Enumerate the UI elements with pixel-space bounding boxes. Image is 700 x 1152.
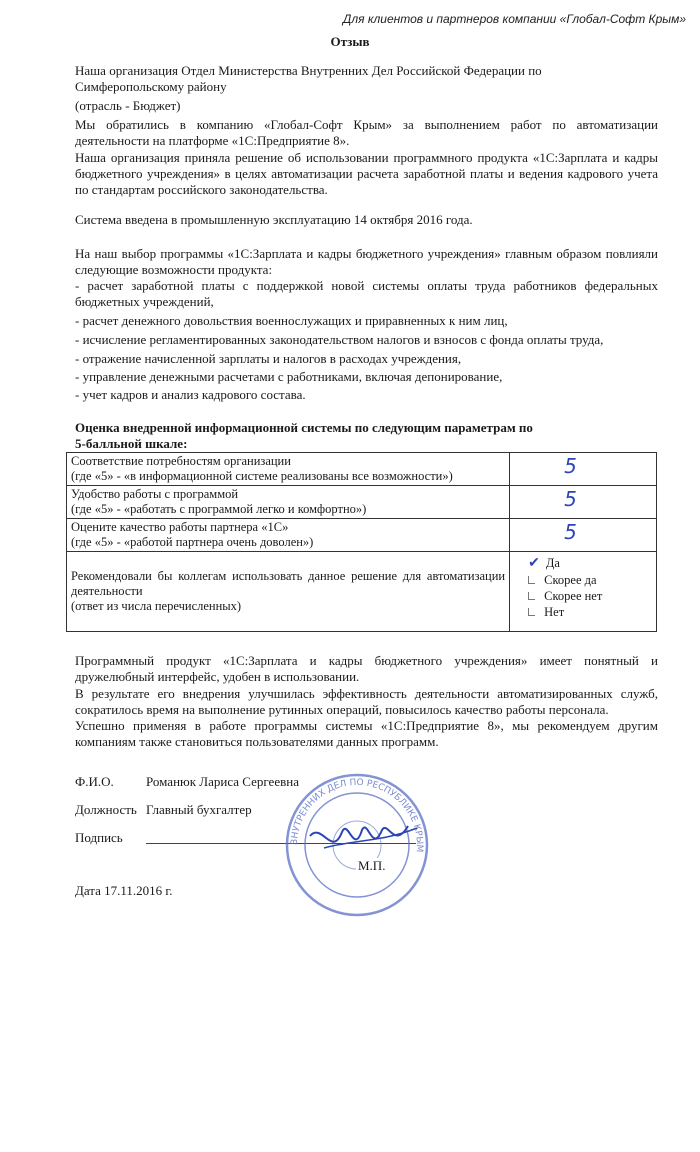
evaluation-row <box>67 453 657 486</box>
evaluation-heading: Оценка внедренной информационной системы по следующим параметрам по <box>75 420 533 435</box>
paragraph-recommend: Успешно применяя в работе программы системы «1С:Предприятие 8», мы рекомендуем другим компаниям также становиться пользователями данных программ. <box>75 718 658 749</box>
org-line-1: Наша организация Отдел Министерства Внутренних Дел Российской Федерации по <box>75 63 542 78</box>
stamp-place-label: М.П. <box>358 858 386 873</box>
score-cell[interactable] <box>510 519 657 552</box>
option-yes[interactable] <box>528 555 656 572</box>
option-rather-yes[interactable] <box>528 572 656 588</box>
feature-item: - отражение начисленной зарплаты и налогов в расходах учреждения, <box>75 351 462 366</box>
evaluation-heading-2: 5-балльной шкале: <box>75 436 188 451</box>
name-value: Романюк Лариса Сергеевна <box>146 774 299 789</box>
feature-item: - учет кадров и анализ кадрового состава. <box>75 387 306 402</box>
feature-item: - исчисление регламентированных законодательством налогов и взносов с фонда оплаты труда, <box>75 332 604 347</box>
paragraph-decision: Наша организация приняла решение об использовании программного продукта «1С:Зарплата и кадры бюджетного учреждения» в целях автоматизации расчета заработной платы и ведения кадрового учета по стандартам российского законодательства. <box>75 150 658 197</box>
paragraph-result: В результате его внедрения улучшилась эффективность деятельности автоматизированных служб, сократилось время на выполнение рутинных операций, повысилось качество работы персонала. <box>75 686 658 717</box>
question-hint: (где «5» - «в информационной системе реализованы все возможности») <box>71 469 453 483</box>
org-line-2: Симферопольскому району <box>75 79 227 94</box>
checkmark-icon: ✔ <box>528 556 540 571</box>
paragraph-contact: Мы обратились в компанию «Глобал-Софт Крым» за выполнением работ по автоматизации деятельности на платформе «1С:Предприятие 8». <box>75 117 658 148</box>
evaluation-question <box>67 519 510 552</box>
evaluation-row <box>67 486 657 519</box>
paragraph-choice: На наш выбор программы «1С:Зарплата и кадры бюджетного учреждения» главным образом повлияли следующие возможности продукта: <box>75 246 658 277</box>
question-hint: (где «5» - «работой партнера очень доволен») <box>71 535 314 549</box>
stamp-text: ВНУТРЕННИХ ДЕЛ ПО РЕСПУБЛИКЕ КРЫМ <box>289 777 425 853</box>
checkbox-icon <box>528 608 535 616</box>
industry-line: (отрасль - Бюджет) <box>75 98 181 113</box>
evaluation-question <box>67 453 510 486</box>
date-line: Дата 17.11.2016 г. <box>75 883 173 898</box>
option-label: Скорее нет <box>544 589 603 603</box>
evaluation-question <box>67 552 510 632</box>
checkbox-icon <box>528 592 535 600</box>
feature-item: - управление денежными расчетами с работниками, включая депонирование, <box>75 369 503 384</box>
paragraph-interface: Программный продукт «1С:Зарплата и кадры бюджетного учреждения» имеет понятный и дружелюбный интерфейс, удобен в использовании. <box>75 653 658 684</box>
recommend-options <box>510 552 657 632</box>
checkbox-icon <box>528 576 535 584</box>
name-label: Ф.И.О. <box>75 774 114 789</box>
option-label: Да <box>545 556 560 570</box>
signature-scribble <box>310 826 408 842</box>
option-label: Скорее да <box>544 573 597 587</box>
question-hint: (ответ из числа перечисленных) <box>71 599 242 613</box>
evaluation-row <box>67 519 657 552</box>
signature-label: Подпись <box>75 830 123 845</box>
document-title: Отзыв <box>330 34 370 49</box>
paragraph-launch: Система введена в промышленную эксплуатацию 14 октября 2016 года. <box>75 212 473 227</box>
evaluation-question <box>67 486 510 519</box>
handwritten-score: 5 <box>564 487 577 511</box>
handwritten-score: 5 <box>564 454 577 478</box>
question-title: Соответствие потребностям организации <box>71 454 291 468</box>
question-title: Удобство работы с программой <box>71 487 239 501</box>
position-value: Главный бухгалтер <box>146 802 252 817</box>
score-cell[interactable] <box>510 453 657 486</box>
question-title: Оцените качество работы партнера «1С» <box>71 520 289 534</box>
feature-item: - расчет денежного довольствия военнослужащих и приравненных к ним лиц, <box>75 313 508 328</box>
evaluation-row <box>67 552 657 632</box>
handwritten-score: 5 <box>564 520 577 544</box>
evaluation-table <box>66 452 657 632</box>
score-cell[interactable] <box>510 486 657 519</box>
option-rather-no[interactable] <box>528 588 656 604</box>
option-label: Нет <box>544 605 565 619</box>
position-label: Должность <box>75 802 137 817</box>
official-stamp <box>282 770 432 920</box>
header-note: Для клиентов и партнеров компании «Глобал-Софт Крым» <box>342 12 686 26</box>
option-no[interactable] <box>528 604 656 620</box>
question-title: Рекомендовали бы коллегам использовать данное решение для автоматизации деятельности <box>71 569 506 598</box>
question-hint: (где «5» - «работать с программой легко и комфортно») <box>71 502 367 516</box>
feature-item: - расчет заработной платы с поддержкой новой системы оплаты труда работников федеральных бюджетных учреждений, <box>75 278 658 309</box>
